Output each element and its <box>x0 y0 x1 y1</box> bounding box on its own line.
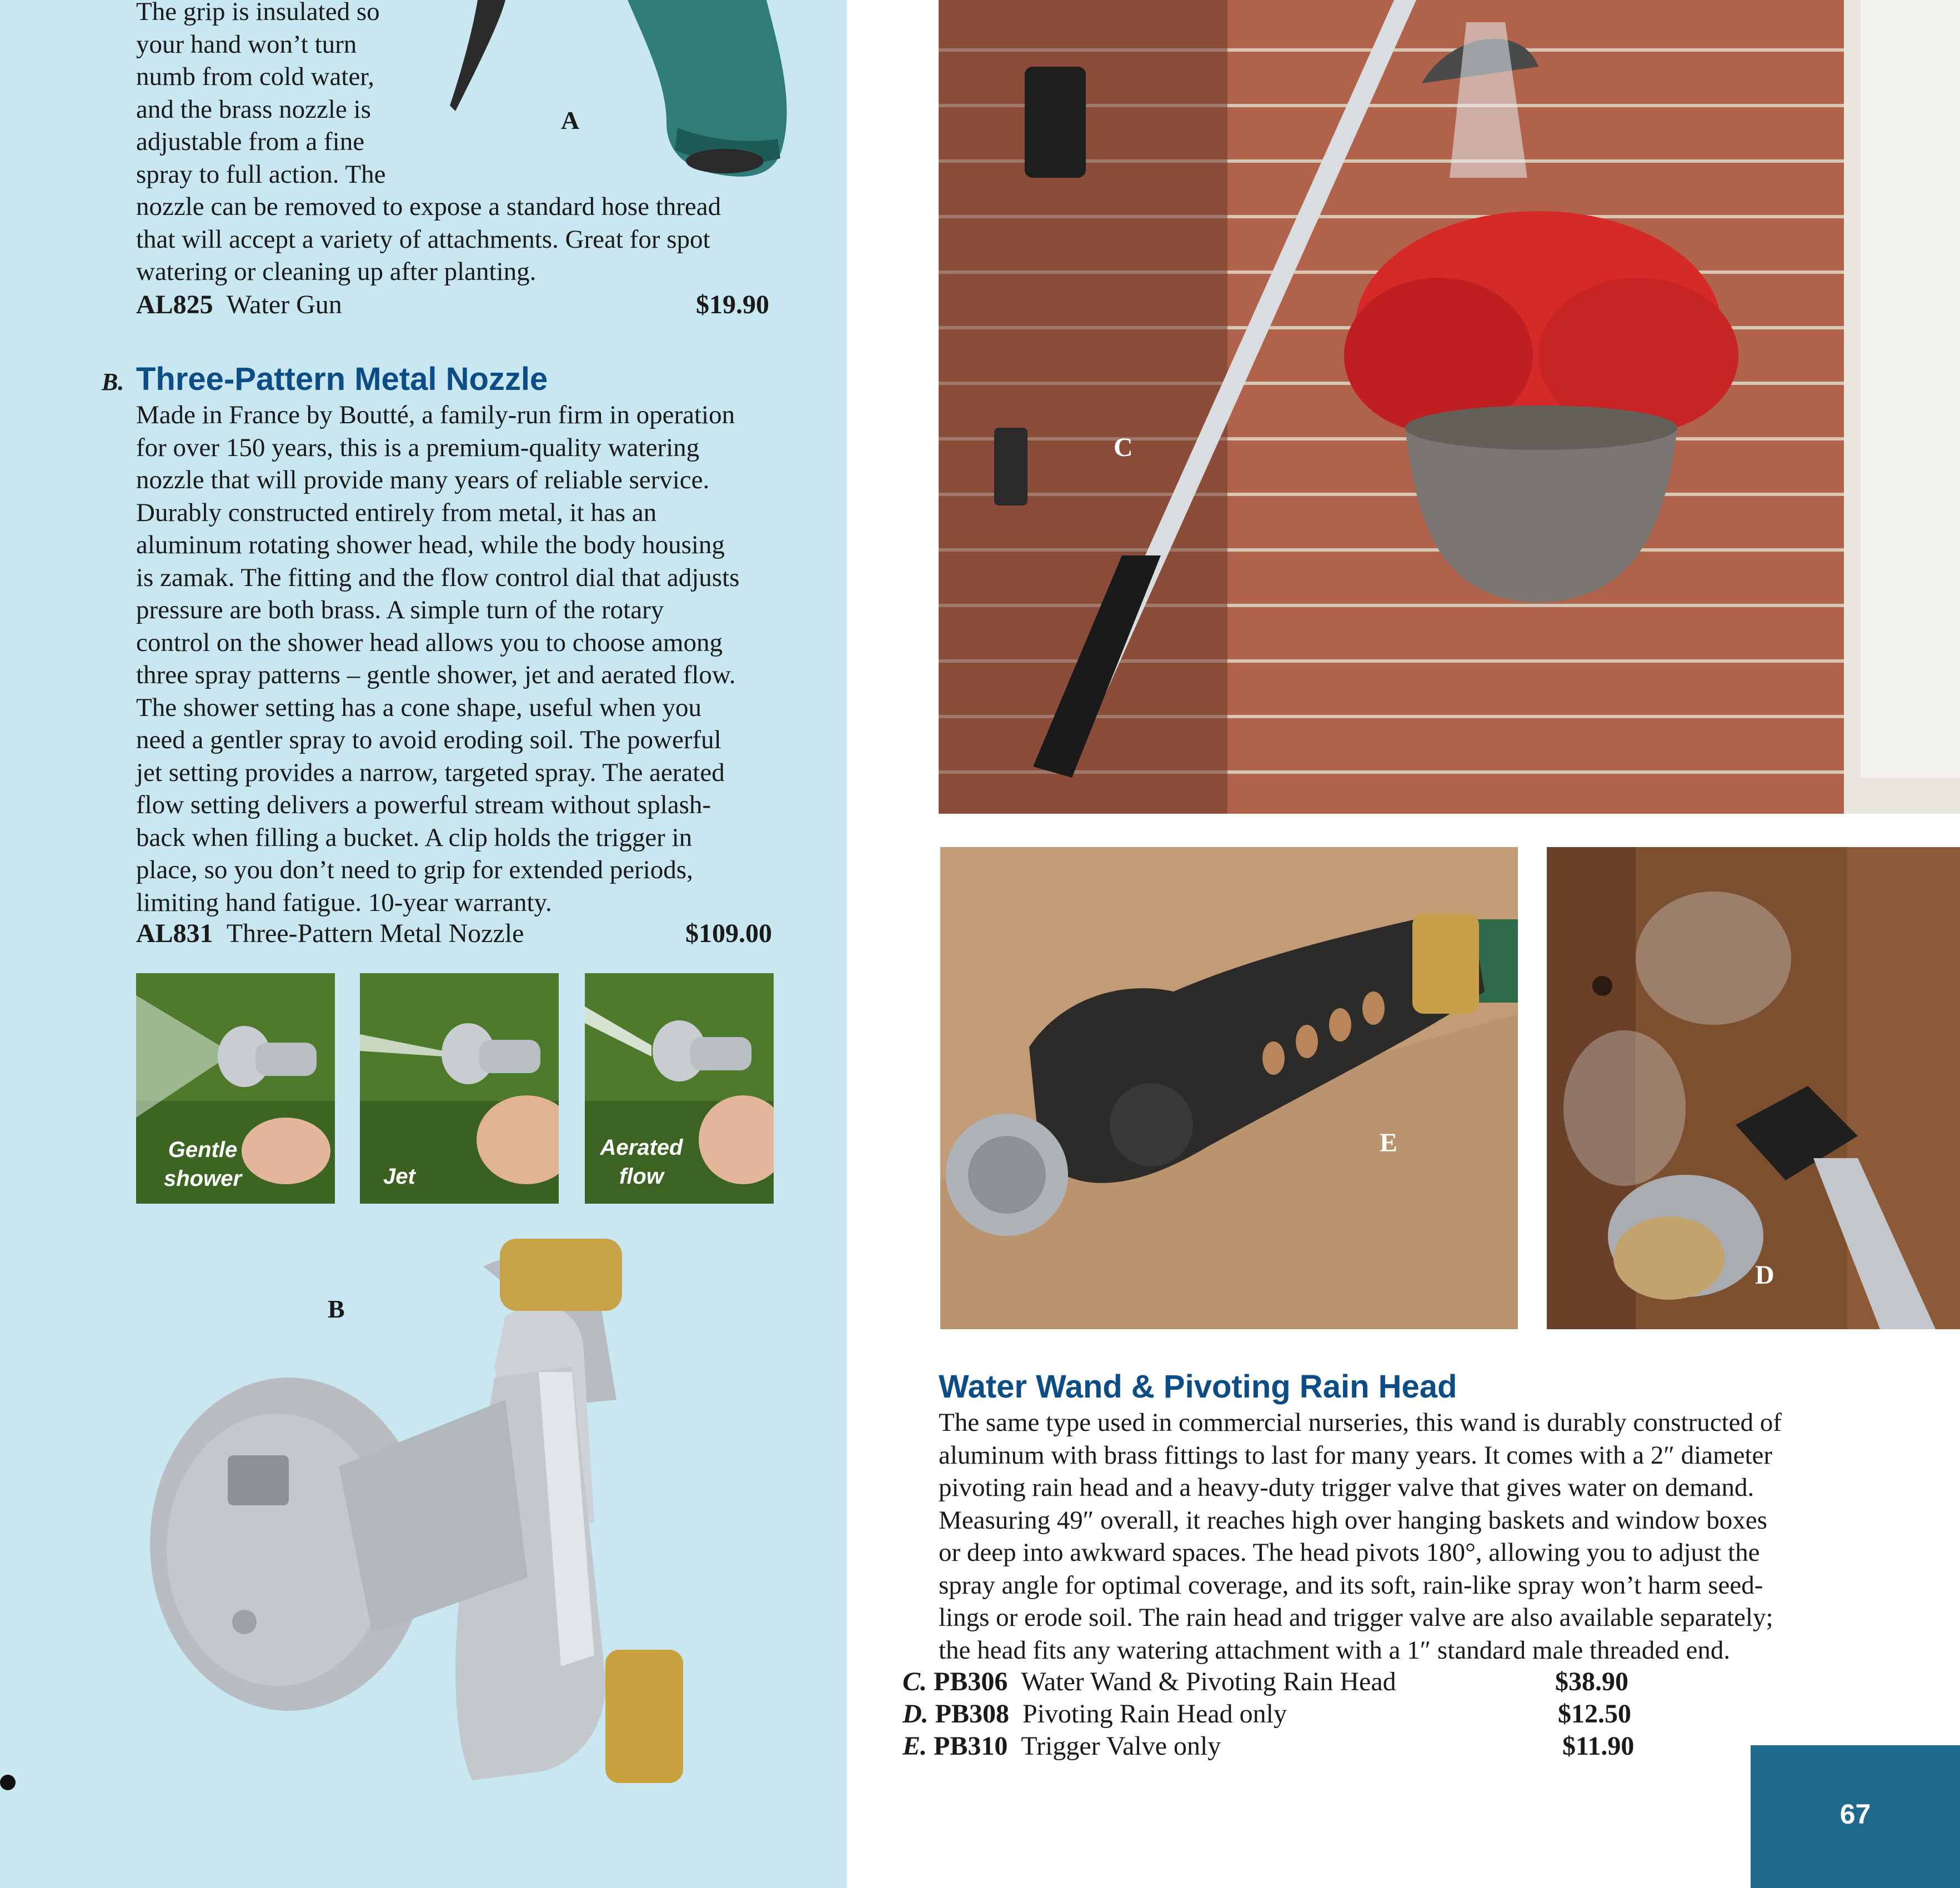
item-letter: C. <box>903 1667 928 1696</box>
text-line: Durably constructed entirely from metal, it has an <box>136 498 657 527</box>
text-line: The grip is insulated so <box>136 0 380 26</box>
product-a-order-line <box>136 289 769 321</box>
text-line: lings or erode soil. The rain head and trigger valve are also available separately; <box>939 1603 1773 1632</box>
item-letter-b: B. <box>102 368 124 395</box>
product-c-description <box>939 1406 1911 1666</box>
text-line: The same type used in commercial nurseries, this wand is durably constructed of <box>939 1408 1782 1437</box>
text-line: nozzle can be removed to expose a standard hose thread <box>136 192 721 221</box>
caption-jet <box>383 1162 428 1191</box>
item-code: PB306 <box>934 1667 1008 1696</box>
caption-gentle-shower <box>158 1135 247 1193</box>
text-line: spray to full action. The <box>136 159 386 189</box>
caption-line: flow <box>619 1164 664 1189</box>
text-line: three spray patterns – gentle shower, jet and aerated flow. <box>136 660 736 689</box>
photo-letter-b: B <box>328 1295 345 1323</box>
page-number-box <box>1751 1745 1960 1888</box>
item-price: $109.00 <box>685 919 772 948</box>
text-line: or deep into awkward spaces. The head pivots 180°, allowing you to adjust the <box>939 1538 1760 1567</box>
item-code: PB308 <box>935 1699 1010 1729</box>
text-line: place, so you don’t need to grip for extended periods, <box>136 855 693 884</box>
caption-line: Jet <box>383 1164 415 1189</box>
text-line: aluminum rotating shower head, while the body housing <box>136 530 725 559</box>
text-line: watering or cleaning up after planting. <box>136 257 537 286</box>
text-line: back when filling a bucket. A clip holds the trigger in <box>136 823 693 852</box>
text-line: flow setting delivers a powerful stream without splash- <box>136 790 711 819</box>
caption-line: Gentle <box>168 1138 238 1162</box>
text-line: Made in France by Boutté, a family-run firm in operation <box>136 400 735 429</box>
photo-letter-a: A <box>561 106 580 134</box>
caption-line: Aerated <box>600 1135 683 1160</box>
caption-line: shower <box>163 1166 242 1191</box>
text-line: is zamak. The fitting and the flow control dial that adjusts <box>136 563 740 592</box>
product-b-order-line <box>136 918 772 950</box>
text-line: nozzle that will provide many years of reliable service. <box>136 465 710 494</box>
item-price: $12.50 <box>1558 1699 1631 1729</box>
water-wand-hanging-basket-photo <box>939 0 1960 814</box>
registration-dot <box>0 1775 16 1790</box>
caption-aerated-flow <box>594 1133 689 1191</box>
metal-nozzle-photo <box>139 1233 750 1811</box>
item-price: $19.90 <box>696 290 769 319</box>
item-name: Water Wand & Pivoting Rain Head <box>1021 1667 1396 1696</box>
text-line: pivoting rain head and a heavy-duty trigger valve that gives water on demand. <box>939 1473 1755 1502</box>
item-code: AL825 <box>136 290 213 319</box>
item-code: PB310 <box>934 1731 1008 1761</box>
product-a-intro <box>136 0 721 288</box>
product-b-description <box>136 399 803 919</box>
item-name: Pivoting Rain Head only <box>1022 1699 1287 1729</box>
text-line: that will accept a variety of attachments. Great for spot <box>136 224 710 254</box>
text-line: limiting hand fatigue. 10-year warranty. <box>136 888 552 917</box>
photo-letter-e: E <box>1380 1128 1398 1158</box>
item-letter: E. <box>903 1731 928 1761</box>
rain-head-photo <box>1547 847 1960 1329</box>
text-line: spray angle for optimal coverage, and its soft, rain-like spray won’t harm seed- <box>939 1570 1763 1600</box>
item-letter: D. <box>903 1699 929 1729</box>
trigger-valve-photo <box>940 847 1518 1329</box>
product-c-heading: Water Wand & Pivoting Rain Head <box>939 1369 1457 1405</box>
text-line: your hand won’t turn <box>136 29 357 59</box>
photo-letter-c: C <box>1114 433 1133 462</box>
item-price: $11.90 <box>1562 1731 1635 1761</box>
order-line-e <box>903 1730 1636 1762</box>
text-line: for over 150 years, this is a premium-quality watering <box>136 433 700 462</box>
item-name: Three-Pattern Metal Nozzle <box>226 919 524 948</box>
text-line: jet setting provides a narrow, targeted spray. The aerated <box>136 758 725 787</box>
text-line: control on the shower head allows you to choose among <box>136 628 723 657</box>
order-line-c <box>903 1666 1636 1698</box>
text-line: aluminum with brass fittings to last for many years. It comes with a 2″ diameter <box>939 1440 1773 1470</box>
text-line: Measuring 49″ overall, it reaches high over hanging baskets and window boxes <box>939 1505 1767 1535</box>
text-line: the head fits any watering attachment with a 1″ standard male threaded end. <box>939 1635 1731 1665</box>
item-name: Trigger Valve only <box>1021 1731 1221 1761</box>
order-line-d <box>903 1698 1636 1730</box>
text-line: The shower setting has a cone shape, useful when you <box>136 693 702 722</box>
text-line: numb from cold water, <box>136 62 374 91</box>
photo-letter-d: D <box>1755 1260 1774 1290</box>
text-line: adjustable from a fine <box>136 127 365 156</box>
item-price: $38.90 <box>1555 1667 1628 1696</box>
text-line: need a gentler spray to avoid eroding soil. The powerful <box>136 725 721 754</box>
page-number: 67 <box>1839 1799 1871 1830</box>
item-name: Water Gun <box>226 290 342 319</box>
item-code: AL831 <box>136 919 213 948</box>
text-line: and the brass nozzle is <box>136 94 371 124</box>
water-gun-photo <box>444 0 789 183</box>
text-line: pressure are both brass. A simple turn of the rotary <box>136 595 664 624</box>
product-b-heading: Three-Pattern Metal Nozzle <box>136 361 548 397</box>
